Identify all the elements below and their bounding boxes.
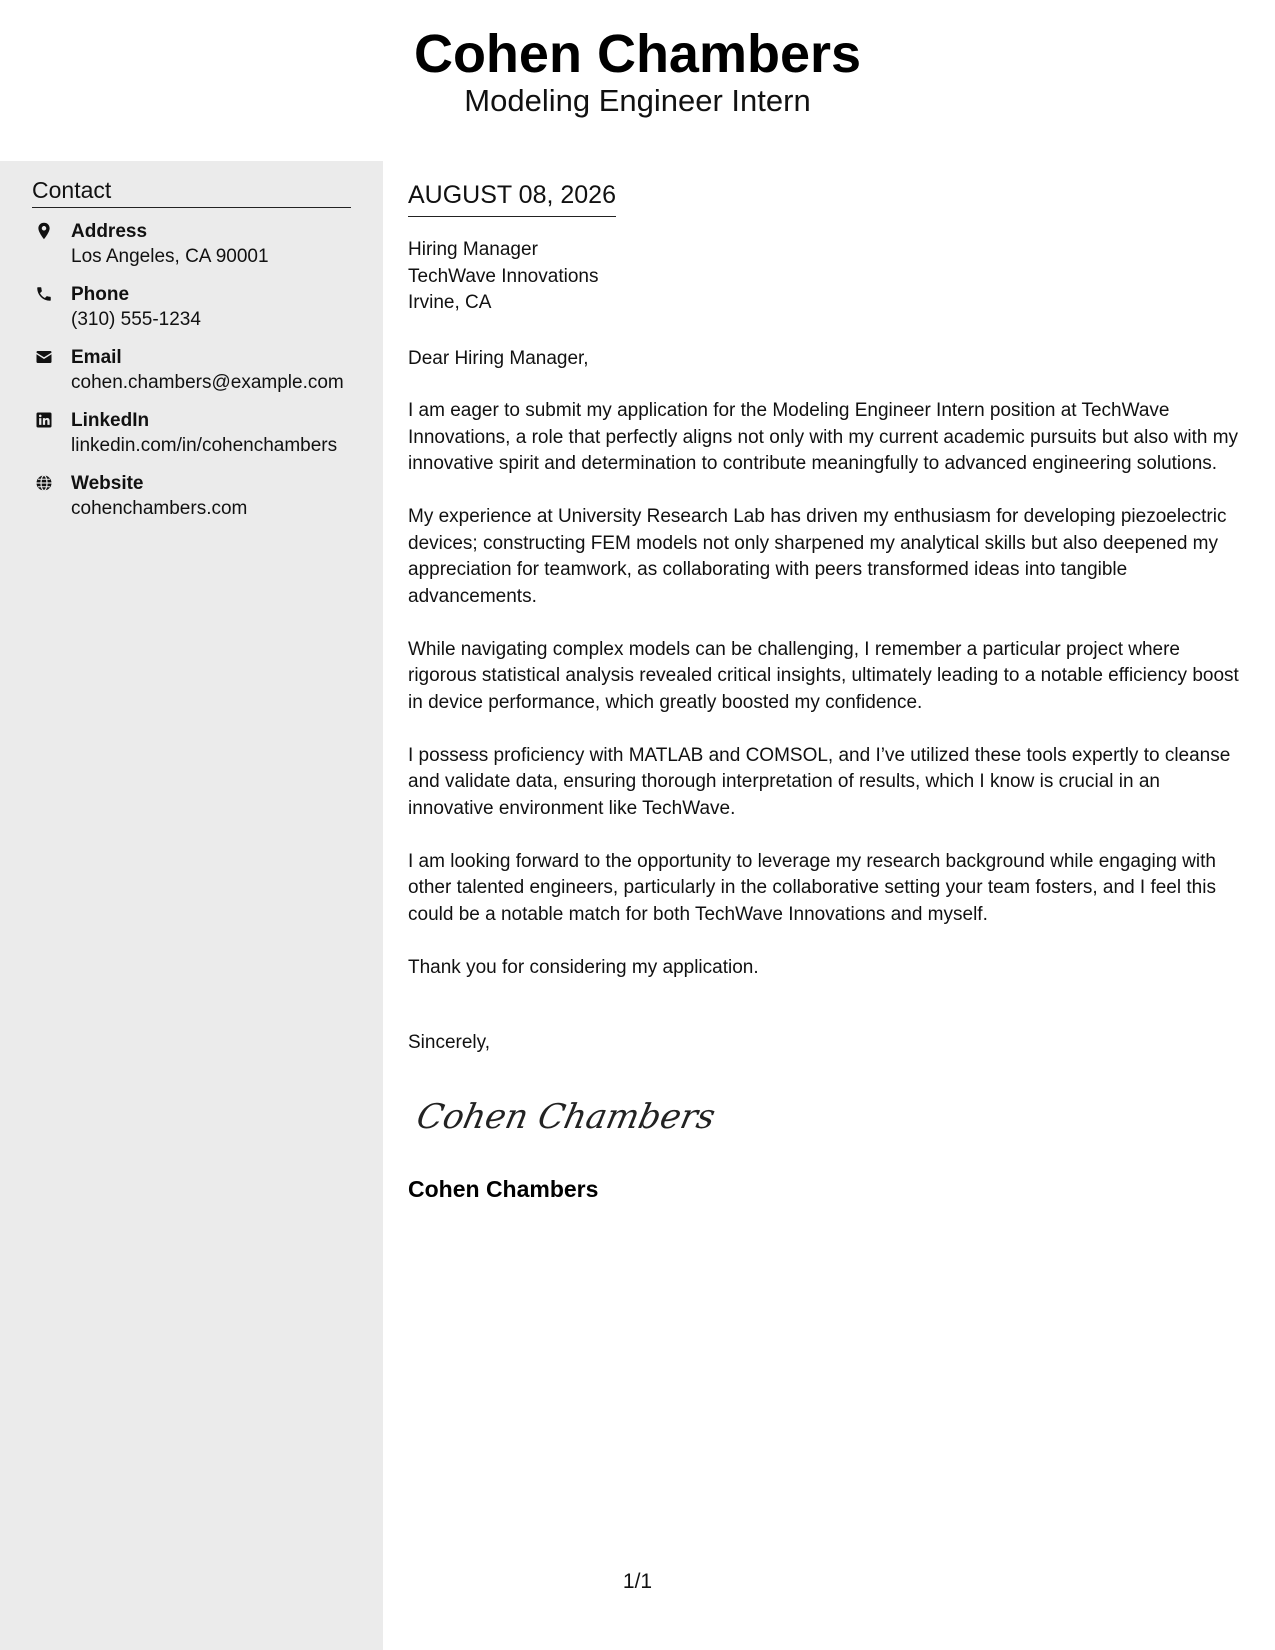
handwritten-signature — [408, 1086, 719, 1146]
contact-value: linkedin.com/in/cohenchambers — [71, 435, 338, 456]
contact-heading: Contact — [32, 175, 351, 208]
contact-value: cohenchambers.com — [71, 498, 248, 519]
applicant-name: Cohen Chambers — [413, 24, 862, 84]
paragraph: I am eager to submit my application for the Modeling Engineer Intern position at TechWave Innovations, a role that perfectly aligns not only with my current academic pursuits but also with my innovative spirit and determination to contribute meaningfully to advanced engineering solutions. — [408, 400, 1239, 474]
recipient-line: Hiring Manager — [408, 239, 538, 260]
contact-value: Los Angeles, CA 90001 — [71, 246, 269, 267]
phone-icon — [35, 285, 53, 303]
salutation: Dear Hiring Manager, — [408, 348, 589, 369]
recipient-block — [408, 237, 598, 317]
contact-sidebar — [0, 161, 383, 1650]
recipient-line: TechWave Innovations — [408, 265, 599, 287]
contact-label: Website — [71, 473, 144, 494]
signature-text: Cohen Chambers — [413, 1097, 719, 1137]
closing: Sincerely, — [408, 1032, 491, 1053]
contact-value: (310) 555-1234 — [71, 309, 201, 330]
globe-icon — [35, 474, 53, 492]
letter-date: AUGUST 08, 2026 — [408, 179, 616, 217]
applicant-role: Modeling Engineer Intern — [464, 83, 811, 118]
contact-item-linkedin — [32, 408, 362, 471]
signer-name: Cohen Chambers — [408, 1176, 599, 1202]
contact-item-address — [32, 219, 362, 282]
page-number — [0, 1568, 1275, 1596]
paragraph: My experience at University Research Lab has driven my enthusiasm for developing piezoelectric devices; constructing FEM models not only sharpened my analytical skills but also deepened my appreciation for teamwork, as collaborating with peers transformed ideas into tangible advancements. — [408, 506, 1227, 607]
contact-item-email — [32, 345, 362, 408]
contact-label: Email — [71, 347, 122, 368]
paragraph: I am looking forward to the opportunity to leverage my research background while engaging with other talented engineers, particularly in the collaborative setting your team fosters, and I feel this could be a notable match for both TechWave Innovations and myself. — [408, 850, 1216, 925]
paragraph: I possess proficiency with MATLAB and COMSOL, and I’ve utilized these tools expertly to cleanse and validate data, ensuring thorough interpretation of results, which I know is crucial in an innovative environment like TechWave. — [408, 744, 1231, 819]
contact-value: cohen.chambers@example.com — [71, 372, 344, 393]
contact-item-website — [32, 471, 362, 534]
recipient-line: Irvine, CA — [408, 292, 492, 313]
contact-label: LinkedIn — [71, 410, 150, 431]
linkedin-icon — [35, 411, 53, 429]
contact-label: Address — [71, 221, 148, 242]
envelope-icon — [35, 348, 53, 366]
contact-label: Phone — [71, 284, 130, 305]
letter-paragraphs — [408, 398, 1250, 1008]
letter-header — [0, 0, 1275, 161]
map-pin-icon — [35, 222, 53, 240]
paragraph: While navigating complex models can be challenging, I remember a particular project where rigorous statistical analysis revealed critical insights, ultimately leading to a notable efficiency boost in device performance, which greatly boosted my confidence. — [408, 638, 1239, 713]
contact-item-phone — [32, 282, 362, 345]
page-number-text: 1/1 — [622, 1570, 653, 1593]
paragraph: Thank you for considering my application. — [408, 956, 759, 978]
contact-list — [32, 219, 362, 534]
